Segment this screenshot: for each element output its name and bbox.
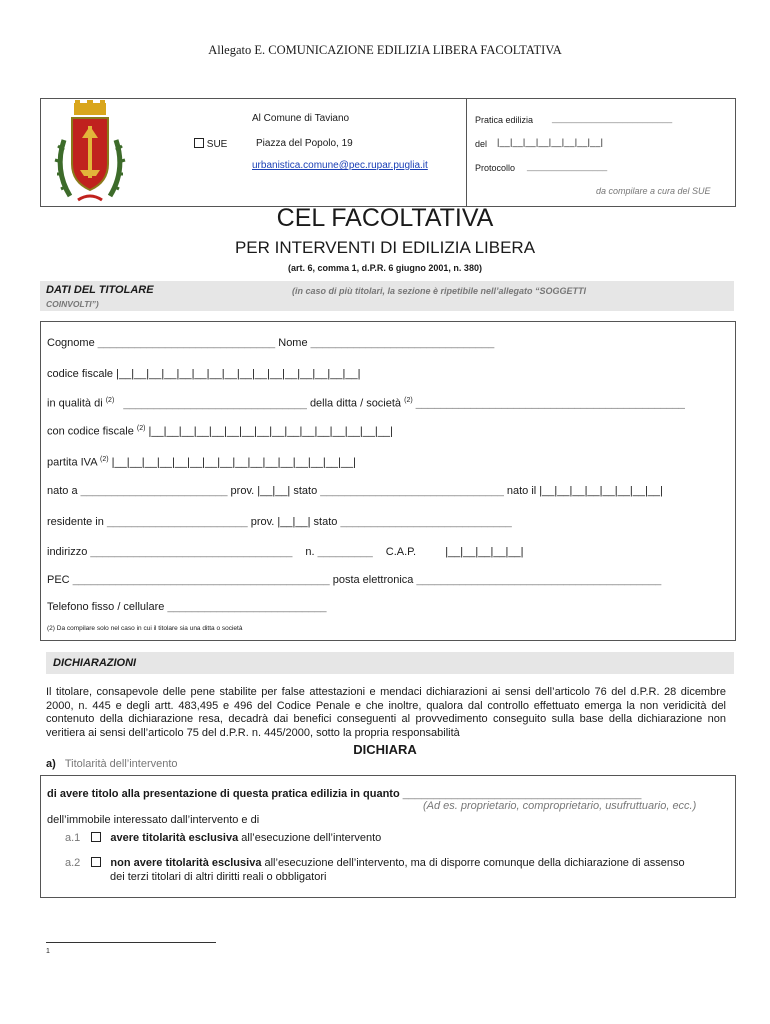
residente-field[interactable]: _______________________ (106, 516, 248, 528)
posta-field[interactable]: ________________________________________ (416, 574, 662, 586)
option-a1-text: all’esecuzione dell’intervento (238, 832, 382, 844)
indirizzo-label: indirizzo (47, 546, 88, 558)
telefono-row (47, 601, 327, 613)
footnote-2: (2) Da compilare solo nel caso in cui il titolare sia una ditta o società (47, 625, 243, 632)
section-a-title: Titolarità dell’intervento (64, 758, 178, 770)
residente-label: residente in (47, 516, 104, 528)
titolo-text: di avere titolo alla presentazione di questa pratica edilizia in quanto (47, 788, 400, 800)
comune-label: Al Comune di Taviano (252, 113, 350, 124)
ditta-field[interactable]: ____________________________________________ (415, 397, 685, 410)
titolo-field[interactable]: _______________________________________ (402, 788, 642, 800)
document-subtitle: PER INTERVENTI DI EDILIZIA LIBERA (234, 238, 536, 257)
con-cf-row (47, 425, 393, 438)
option-a1-bold: avere titolarità esclusiva (110, 832, 239, 844)
piva-boxes[interactable]: |__|__|__|__|__|__|__|__|__|__|__|__|__|__|__|__| (111, 456, 356, 469)
prov-label: prov. (230, 485, 255, 497)
immobile-text: dell’immobile interessato dall’intervento e di (47, 814, 260, 826)
option-a2[interactable] (65, 857, 685, 869)
option-a2-bold: non avere titolarità esclusiva (110, 857, 262, 869)
pec-row (47, 574, 661, 586)
stato-field-2[interactable]: ____________________________ (340, 516, 512, 528)
option-a2-continuation: dei terzi titolari di altri diritti reali o obbligatori (110, 871, 327, 883)
piva-label: partita IVA (47, 456, 97, 469)
option-a1-checkbox[interactable] (91, 832, 101, 842)
qualita-row (47, 397, 685, 410)
nome-field[interactable]: ______________________________ (310, 337, 495, 349)
piva-row (47, 456, 356, 469)
codice-fiscale-boxes[interactable]: |__|__|__|__|__|__|__|__|__|__|__|__|__|__|__|__| (116, 368, 361, 380)
pratica-label: Pratica edilizia (475, 115, 534, 125)
office-address: Piazza del Popolo, 19 (256, 138, 353, 149)
cap-label: C.A.P. (385, 546, 417, 558)
ditta-label: della ditta / società (309, 397, 402, 410)
residenza-row (47, 516, 512, 528)
office-email-link[interactable]: urbanistica.comune@pec.rupar.puglia.it (252, 160, 428, 171)
page-footnote-number: 1 (46, 948, 50, 955)
option-a1-number: a.1 (65, 832, 81, 844)
sue-checkbox[interactable] (194, 138, 204, 148)
qualita-field[interactable]: ______________________________ (123, 397, 307, 410)
coat-of-arms-logo (50, 100, 130, 204)
numero-field[interactable]: _________ (317, 546, 373, 558)
cap-boxes[interactable]: |__|__|__|__|__| (445, 546, 524, 558)
prov-boxes[interactable]: |__|__| (257, 485, 291, 497)
titolo-row (47, 788, 641, 800)
nato-il-label: nato il (506, 485, 537, 497)
titolare-note-cont: COINVOLTI”) (46, 299, 99, 309)
telefono-label: Telefono fisso / cellulare (47, 601, 165, 613)
section-a-label: a) (46, 758, 56, 770)
prov-boxes-2[interactable]: |__|__| (277, 516, 311, 528)
option-a1[interactable] (65, 832, 381, 844)
cognome-label: Cognome (47, 337, 95, 349)
cognome-field[interactable]: _____________________________ (97, 337, 276, 349)
protocollo-field[interactable]: ________________ (527, 161, 608, 171)
nome-label: Nome (278, 337, 308, 349)
footnote-rule (46, 942, 216, 943)
codice-fiscale-row (47, 368, 360, 380)
titolo-hint: (Ad es. proprietario, comproprietario, usufruttuario, ecc.) (423, 800, 697, 812)
dichiarazioni-heading: DICHIARAZIONI (53, 657, 137, 669)
numero-label: n. (305, 546, 315, 558)
stato-label: stato (293, 485, 318, 497)
titolare-note: (in caso di più titolari, la sezione è ripetibile nell’allegato “SOGGETTI (292, 286, 587, 296)
document-title: CEL FACOLTATIVA (276, 204, 494, 232)
nato-il-boxes[interactable]: |__|__|__|__|__|__|__|__| (539, 485, 663, 497)
codice-fiscale-label: codice fiscale (47, 368, 114, 380)
con-cf-label: con codice fiscale (47, 425, 134, 438)
cognome-row (47, 337, 494, 349)
con-cf-boxes[interactable]: |__|__|__|__|__|__|__|__|__|__|__|__|__|__|__|__| (148, 425, 393, 438)
nato-a-label: nato a (47, 485, 78, 497)
dichiarazioni-body: Il titolare, consapevole delle pene stabilite per false attestazioni e mendaci dichiarazioni ai sensi dell’articolo 76 del d.P.R. 28 dicembre 2000, n. 445 e degli artt. 483,495 e 496 del Codice Penale e che inoltre, qualora dal controllo effettuato emerga la non veridicità del contenuto della dichiarazione resa, decadrà dai benefici conseguenti al provvedimento conseguito sulla base della dichiarazione non veritiera ai sensi dell’articolo 75 del d.P.R. n. 445/2000, sotto la propria responsabilità (46, 686, 726, 739)
posta-label: posta elettronica (332, 574, 414, 586)
pratica-field[interactable]: ________________________ (552, 113, 673, 123)
qualita-label: in qualità di (47, 397, 103, 410)
header-divider (466, 98, 467, 206)
option-a2-checkbox[interactable] (91, 857, 101, 867)
indirizzo-field[interactable]: _________________________________ (90, 546, 293, 558)
telefono-field[interactable]: __________________________ (167, 601, 327, 613)
law-reference: (art. 6, comma 1, d.P.R. 6 giugno 2001, n. 380) (288, 263, 482, 273)
option-a2-number: a.2 (65, 857, 81, 869)
sue-note: da compilare a cura del SUE (596, 186, 711, 196)
stato-field[interactable]: ______________________________ (320, 485, 504, 497)
stato-label-2: stato (313, 516, 338, 528)
del-date-boxes[interactable]: |__|__|__|__|__|__|__|__| (497, 137, 604, 147)
nato-a-field[interactable]: ________________________ (80, 485, 228, 497)
dichiara-heading: DICHIARA (353, 742, 417, 757)
sue-checkbox-row[interactable] (194, 138, 227, 150)
protocollo-label: Protocollo (475, 163, 516, 173)
con-cf-footnote-ref: (2) (136, 425, 146, 432)
piva-footnote-ref: (2) (100, 456, 109, 463)
sue-label: SUE (206, 139, 228, 150)
indirizzo-row (47, 546, 524, 558)
ditta-footnote-ref: (2) (404, 397, 413, 404)
document-header: Allegato E. COMUNICAZIONE EDILIZIA LIBERA FACOLTATIVA (208, 43, 562, 57)
pec-field[interactable]: __________________________________________ (72, 574, 330, 586)
qualita-footnote-ref: (2) (105, 397, 115, 404)
section-a-heading (46, 758, 178, 770)
titolare-heading: DATI DEL TITOLARE (46, 284, 154, 296)
dichiarazioni-band (46, 652, 734, 674)
nascita-row (47, 485, 663, 497)
option-a2-text: all’esecuzione dell’intervento, ma di disporre comunque della dichiarazione di assenso (261, 857, 685, 869)
del-label: del (475, 139, 488, 149)
prov-label-2: prov. (250, 516, 275, 528)
pec-label: PEC (47, 574, 70, 586)
